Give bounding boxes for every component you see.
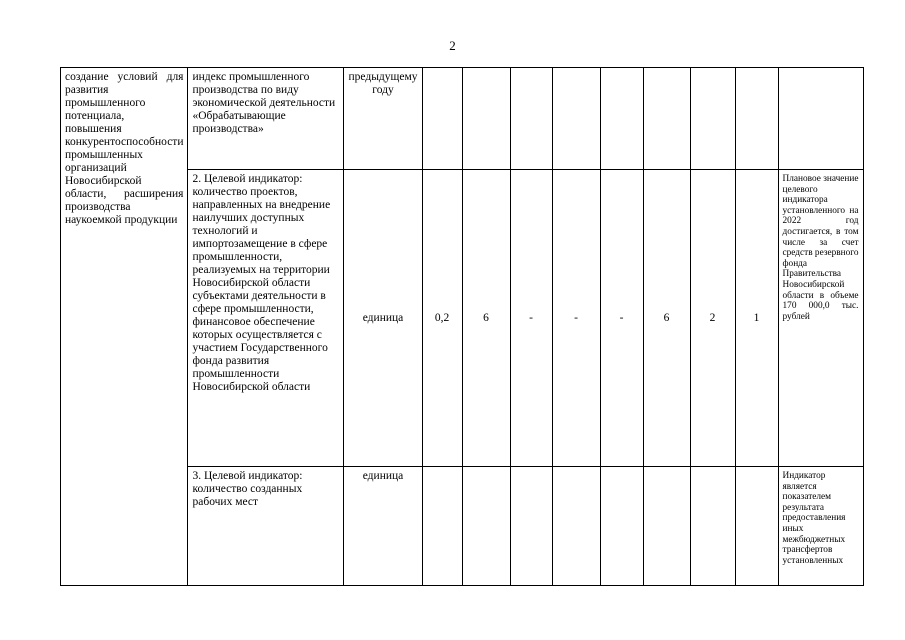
unit-cell: предыдущему году: [344, 68, 422, 170]
value-cell: 6: [462, 170, 510, 467]
value-cell: [510, 68, 552, 170]
value-cell: [690, 467, 735, 586]
value-cell: [735, 68, 778, 170]
note-cell: [778, 68, 863, 170]
value-cell: [422, 467, 462, 586]
note-cell: Плановое значение целевого индикатора установленного на 2022 год достигается, в том числе за счет средств резервного фонда Правительства Новосибирской области в объеме 170 000,0 тыс. рублей: [778, 170, 863, 467]
value-cell: [552, 68, 600, 170]
value-cell: [600, 68, 643, 170]
value-cell: [643, 467, 690, 586]
goal-cell: создание условий для развития промышленного потенциала, повышения конкурентоспособности промышленных организаций Новосибирской области, расширения производства наукоемкой продукции: [61, 68, 188, 586]
value-cell: [462, 68, 510, 170]
note-cell: Индикатор является показателем результата предоставления иных межбюджетных трансфертов установленных: [778, 467, 863, 586]
value-cell: [552, 467, 600, 586]
value-cell: -: [510, 170, 552, 467]
value-cell: 2: [690, 170, 735, 467]
value-cell: [422, 68, 462, 170]
indicators-table: [60, 67, 864, 586]
unit-cell: единица: [344, 170, 422, 467]
indicator-cell: 3. Целевой индикатор: количество созданных рабочих мест: [188, 467, 344, 586]
indicator-cell: индекс промышленного производства по виду экономической деятельности «Обрабатывающие производства»: [188, 68, 344, 170]
value-cell: [600, 467, 643, 586]
value-cell: [510, 467, 552, 586]
value-cell: [690, 68, 735, 170]
page-number: 2: [449, 38, 456, 53]
value-cell: -: [600, 170, 643, 467]
value-cell: 0,2: [422, 170, 462, 467]
indicator-cell: 2. Целевой индикатор: количество проектов, направленных на внедрение наилучших доступных технологий и импортозамещение в сфере промышленности, реализуемых на территории Новосибирской области субъектами деятельности в сфере промышленности, финансовое обеспечение которых осуществляется с участием Государственного фонда развития промышленности Новосибирской области: [188, 170, 344, 467]
value-cell: 1: [735, 170, 778, 467]
table-row: [61, 68, 864, 170]
value-cell: 6: [643, 170, 690, 467]
value-cell: -: [552, 170, 600, 467]
value-cell: [643, 68, 690, 170]
value-cell: [462, 467, 510, 586]
unit-cell: единица: [344, 467, 422, 586]
value-cell: [735, 467, 778, 586]
